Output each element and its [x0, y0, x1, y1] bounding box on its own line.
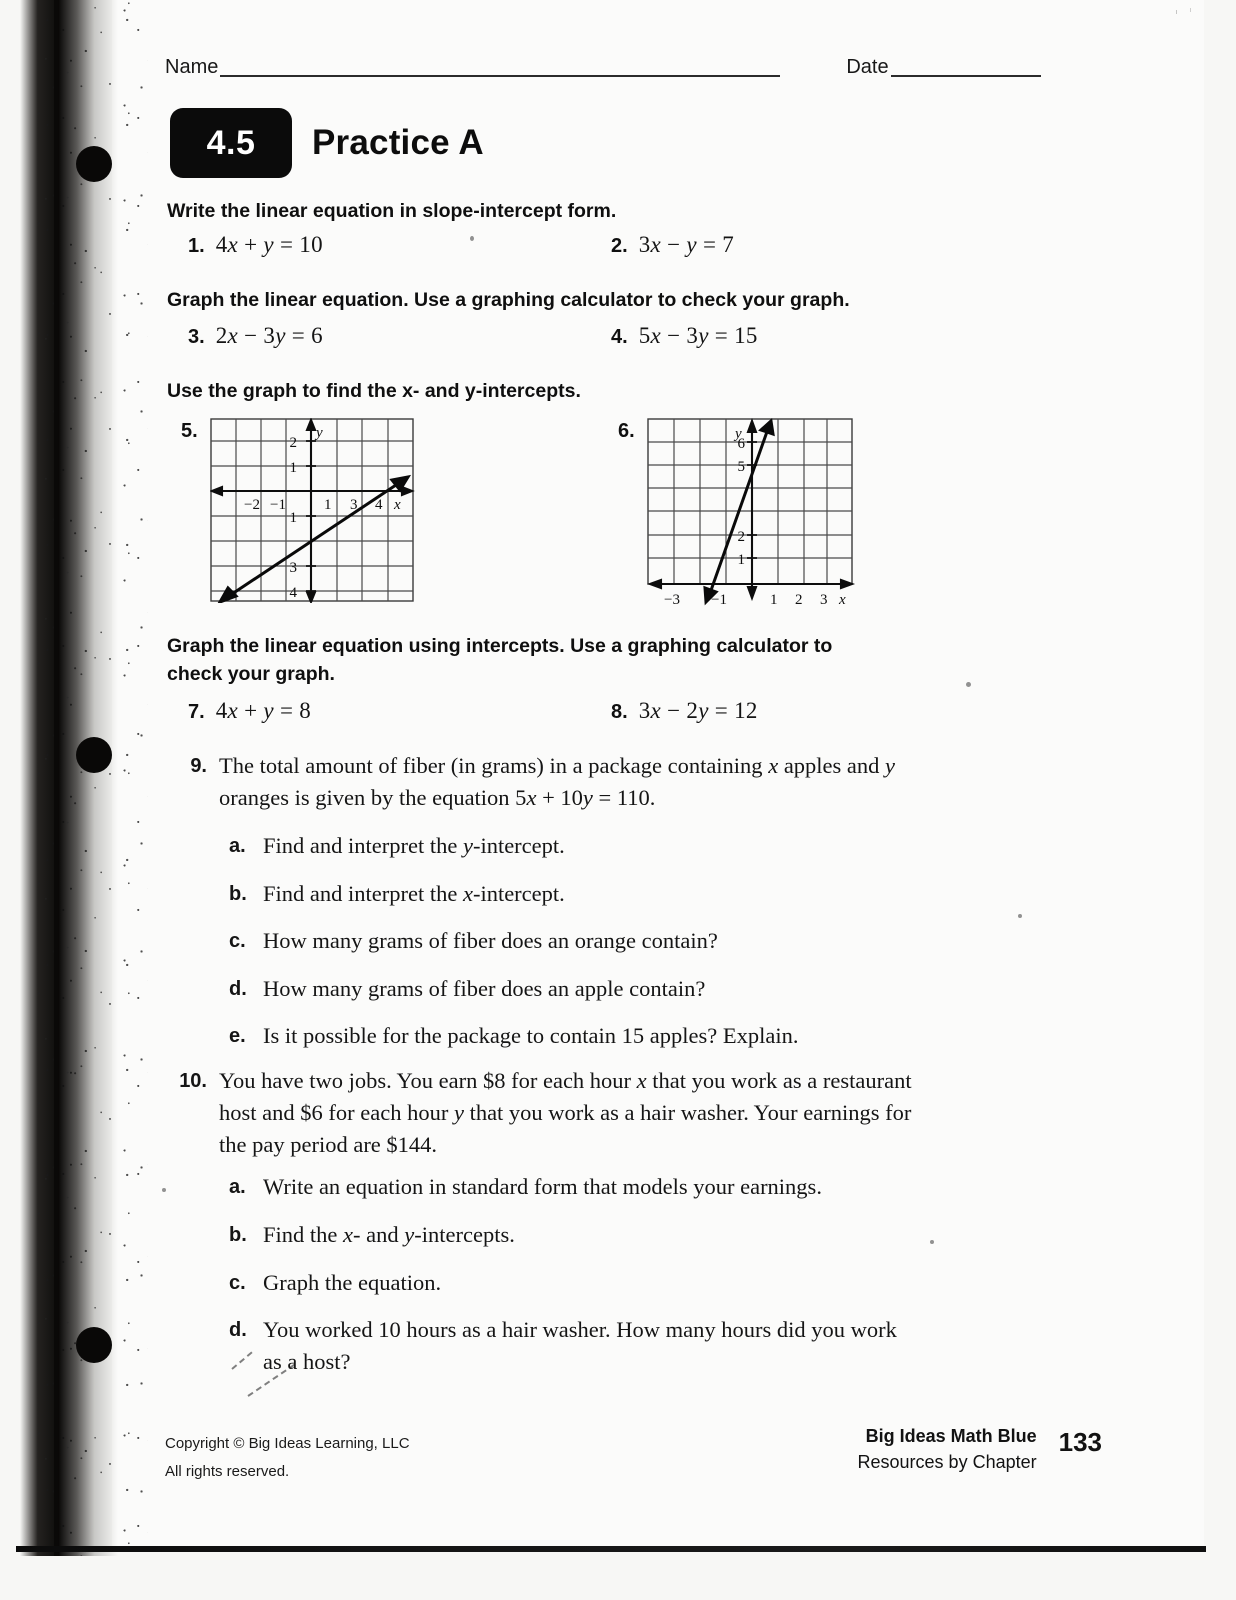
page-number: 133 — [1058, 1427, 1102, 1457]
graph-5-xaxis-label: x — [393, 497, 401, 513]
date-label: Date — [846, 56, 889, 78]
graph-6-gridlines — [648, 419, 852, 584]
problem-1-number: 1. — [188, 235, 205, 257]
graph-6 — [647, 418, 859, 608]
graph-5-xtick-3: 3 — [349, 497, 358, 513]
graph-5-ytick-neg1: 1 — [289, 510, 297, 526]
graph-6-ytick-2: 2 — [737, 529, 745, 545]
problem-9-part-b-marker: b. — [229, 883, 247, 905]
problem-2-equation: 3x − y = 7 — [638, 232, 735, 257]
graph-6-tick-labels — [664, 426, 846, 608]
problem-3-number: 3. — [188, 326, 205, 348]
footer-brand: Big Ideas Math Blue — [865, 1426, 1037, 1446]
directive-find-intercepts: Use the graph to find the x- and y-intercepts. — [167, 380, 581, 402]
date-blank-line[interactable] — [891, 75, 1041, 77]
problem-10-part-c — [229, 1267, 989, 1299]
graph-5-xtick-neg1: −1 — [269, 497, 286, 513]
problem-10-part-d-marker: d. — [229, 1319, 247, 1341]
problem-9-part-c-text: How many grams of fiber does an orange contain? — [263, 928, 718, 953]
problem-10 — [173, 1065, 933, 1161]
problem-9-part-e-text: Is it possible for the package to contain 15 apples? Explain. — [263, 1023, 799, 1048]
lesson-title-row — [170, 108, 484, 178]
problem-10-part-a-marker: a. — [229, 1176, 246, 1198]
graph-6-xaxis-label: x — [838, 592, 846, 608]
problem-9-part-a-marker: a. — [229, 835, 246, 857]
problem-10-number: 10. — [179, 1070, 207, 1092]
problem-3-equation: 2x − 3y = 6 — [215, 323, 323, 348]
graph-6-xtick-neg1: −1 — [710, 592, 727, 608]
student-header — [165, 56, 1110, 81]
problem-4-number: 4. — [611, 326, 628, 348]
problem-7 — [165, 698, 595, 724]
graph-6-xtick-2: 2 — [794, 592, 803, 608]
graph-5-ytick-1: 1 — [289, 460, 297, 476]
hole-punch-middle — [76, 737, 112, 773]
problem-9-part-e-marker: e. — [229, 1025, 246, 1047]
graph-6-svg — [647, 418, 859, 608]
problem-1-equation: 4x + y = 10 — [215, 232, 323, 257]
problem-row-1-2 — [165, 232, 1065, 258]
problem-10-part-b — [229, 1219, 989, 1251]
graph-5-svg — [210, 418, 418, 603]
problem-9-part-d — [229, 973, 989, 1005]
graph-5-tick-labels — [244, 425, 401, 601]
graph-6-ytick-1: 1 — [737, 552, 745, 568]
scan-speckle-noise — [28, 0, 148, 1556]
right-margin-dash-line — [1176, 10, 1177, 1550]
problem-9-part-b-text: Find and interpret the x-intercept. — [263, 881, 565, 906]
problem-9-part-d-text: How many grams of fiber does an apple contain? — [263, 976, 706, 1001]
name-label: Name — [165, 56, 219, 78]
problem-9-part-b — [229, 878, 989, 910]
page-title: Practice A — [312, 123, 484, 162]
graph-5-xtick-neg2: −2 — [243, 497, 260, 513]
name-blank-line[interactable] — [220, 75, 780, 77]
binder-spine-line — [54, 0, 59, 1556]
footer-subbrand: Resources by Chapter — [857, 1451, 1037, 1472]
problem-10-part-c-text: Graph the equation. — [263, 1270, 442, 1295]
problem-9-part-e — [229, 1020, 989, 1052]
worksheet-content — [165, 0, 1110, 1600]
graph-5-xtick-1: 1 — [323, 497, 332, 513]
graph-6-ytick-5: 5 — [737, 459, 745, 475]
directive-graph-using-intercepts: Graph the linear equation using intercepts. Use a graphing calculator to check your graph. — [167, 635, 833, 685]
problem-5 — [181, 418, 418, 603]
graph-5-xtick-4: 4 — [374, 497, 383, 513]
graph-6-yaxis-label: y — [734, 426, 742, 442]
problem-8 — [595, 698, 1025, 724]
directive-slope-intercept: Write the linear equation in slope-intercept form. — [167, 200, 617, 222]
problem-8-number: 8. — [611, 701, 628, 723]
problem-row-7-8 — [165, 698, 1065, 724]
graph-6-ytick-6: 6 — [737, 436, 745, 452]
lesson-number-badge: 4.5 — [170, 108, 292, 178]
problem-9-text: The total amount of fiber (in grams) in a package containing x apples and y oranges is given by the equation 5x + 10y = 110. — [219, 753, 896, 810]
footer-copyright-block — [165, 1430, 410, 1486]
problem-5-number: 5. — [181, 420, 198, 442]
hole-punch-top — [76, 146, 112, 182]
problem-4 — [595, 323, 1025, 349]
graph-5-ytick-2: 2 — [289, 435, 297, 451]
problem-6 — [618, 418, 859, 608]
graph-6-xtick-3: 3 — [819, 592, 828, 608]
graph-5-ytick-neg3: 3 — [289, 560, 297, 576]
problem-6-number: 6. — [618, 420, 635, 442]
problem-1 — [165, 232, 595, 258]
problem-10-part-c-marker: c. — [229, 1272, 246, 1294]
problem-10-part-b-text: Find the x- and y-intercepts. — [263, 1222, 515, 1247]
graph-5-ytick-neg4: 4 — [289, 585, 297, 601]
graph-6-axes — [650, 421, 852, 598]
problem-7-equation: 4x + y = 8 — [215, 698, 312, 723]
graph-5 — [210, 418, 418, 603]
problem-10-part-d-text: You worked 10 hours as a hair washer. How many hours did you work as a host? — [263, 1317, 897, 1374]
problem-9-part-a-text: Find and interpret the y-intercept. — [263, 833, 565, 858]
problem-9-part-d-marker: d. — [229, 978, 247, 1000]
problem-10-text: You have two jobs. You earn $8 for each hour x that you work as a restaurant host and $6 for each hour y that you work as a hair washer. Your earnings for the pay period are $144. — [219, 1068, 912, 1157]
problem-10-part-a-text: Write an equation in standard form that models your earnings. — [263, 1174, 822, 1199]
problem-10-part-a — [229, 1171, 989, 1203]
problem-9-number: 9. — [190, 755, 207, 777]
footer-rights: All rights reserved. — [165, 1462, 290, 1480]
problem-2-number: 2. — [611, 235, 628, 257]
problem-10-part-d — [229, 1314, 909, 1378]
hole-punch-bottom — [76, 1327, 112, 1363]
footer-brand-block — [858, 1424, 1102, 1475]
problem-row-3-4 — [165, 323, 1065, 349]
graph-6-xtick-neg3: −3 — [663, 592, 680, 608]
footer-copyright: Copyright © Big Ideas Learning, LLC — [165, 1435, 410, 1452]
problem-9 — [173, 750, 933, 814]
problem-9-part-c-marker: c. — [229, 930, 246, 952]
problem-4-equation: 5x − 3y = 15 — [638, 323, 758, 348]
graph-5-line-series — [220, 477, 408, 602]
graph-5-yaxis-label: y — [315, 425, 323, 441]
problem-10-part-b-marker: b. — [229, 1224, 247, 1246]
problem-3 — [165, 323, 595, 349]
right-margin-dash-line-secondary — [1190, 8, 1191, 768]
problem-2 — [595, 232, 1025, 258]
problem-9-part-a — [229, 830, 989, 862]
problem-9-part-c — [229, 925, 989, 957]
directive-graph-equation: Graph the linear equation. Use a graphing calculator to check your graph. — [167, 289, 850, 311]
graph-6-xtick-1: 1 — [769, 592, 778, 608]
problem-8-equation: 3x − 2y = 12 — [638, 698, 758, 723]
problem-7-number: 7. — [188, 701, 205, 723]
